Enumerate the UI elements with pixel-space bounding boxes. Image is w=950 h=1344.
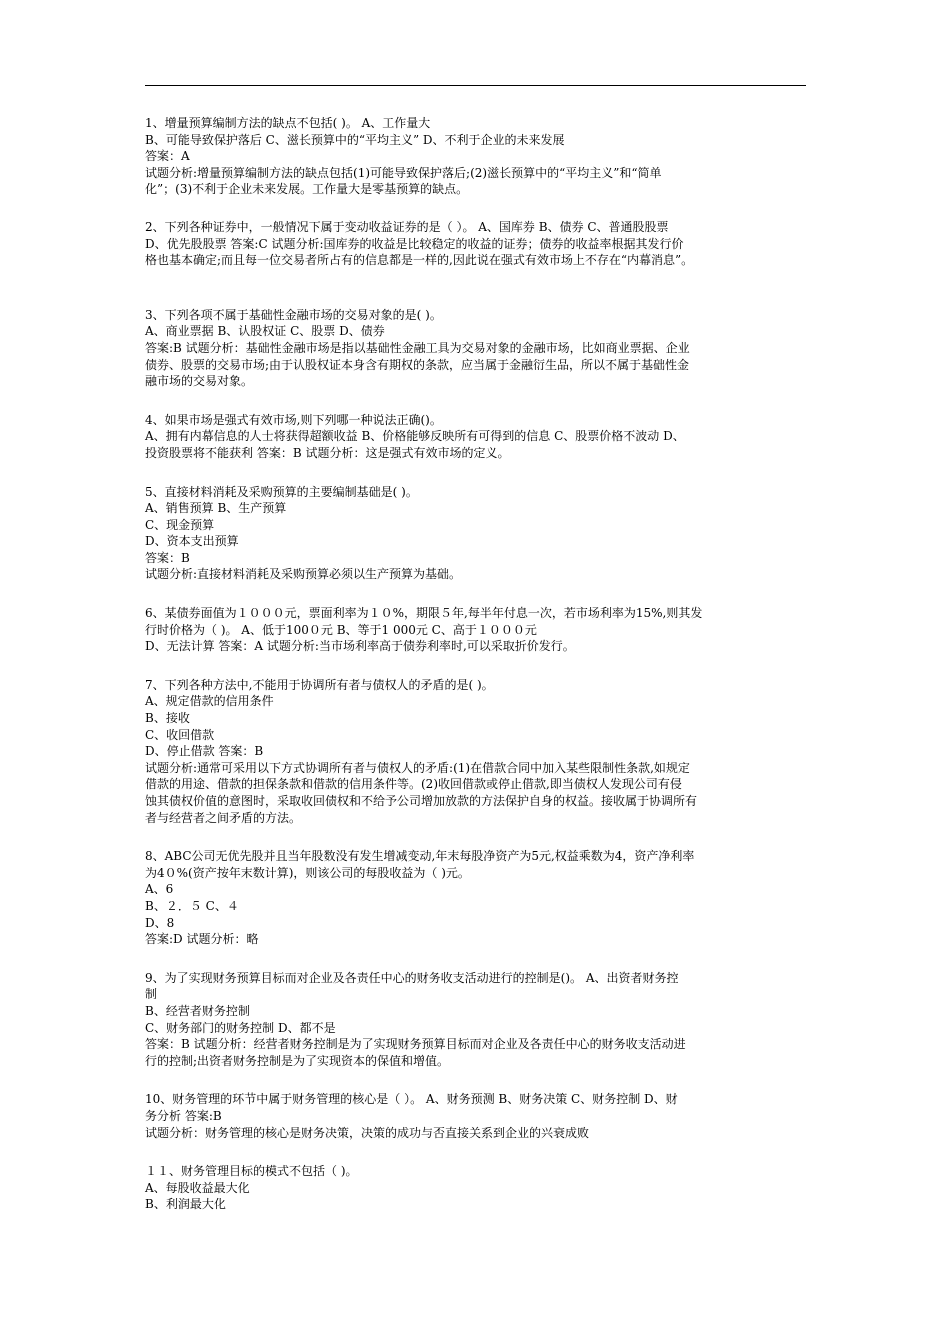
option-line: C、财务部门的财务控制 D、都不是 (145, 1020, 336, 1035)
answer-line: D、无法计算 答案：A 试题分析:当市场利率高于债券利率时,可以采取折价发行。 (145, 639, 575, 654)
analysis-line: 借款的用途、借款的担保条款和借款的信用条件等。(2)收回借款或停止借款,即当债权人发现公司有侵 (145, 777, 682, 792)
question-11 (145, 1163, 813, 1213)
question-line: 行时价格为（ )。 A、低于100０元 B、等于1 000元 C、高于１０００元 (145, 622, 537, 637)
option-line: B、２．５ C、４ (145, 898, 239, 913)
options-line: A、商业票据 B、认股权证 C、股票 D、债券 (145, 324, 385, 339)
answer-line: D、停止借款 答案：B (145, 744, 264, 759)
options-line: A、拥有内幕信息的人士将获得超额收益 B、价格能够反映所有可得到的信息 C、股票价格不波动 D、 (145, 429, 685, 444)
option-line: D、8 (145, 915, 175, 930)
question-line: 8、ABC公司无优先股并且当年股数没有发生增减变动,年末每股净资产为5元,权益乘数为4，资产净利率 (145, 849, 695, 864)
analysis-line: 者与经营者之间矛盾的方法。 (145, 810, 302, 825)
option-line: A、6 (145, 882, 174, 897)
answer-line: 投资股票将不能获利 答案：B 试题分析：这是强式有效市场的定义。 (145, 445, 510, 460)
question-9 (145, 970, 813, 1070)
answer-line: 答案：A (145, 149, 190, 164)
option-line: C、收回借款 (145, 727, 215, 742)
analysis-line: 试题分析:通常可采用以下方式协调所有者与债权人的矛盾:(1)在借款合同中加入某些限制性条款,如规定 (145, 760, 690, 775)
question-line: 4、如果市场是强式有效市场,则下列哪一种说法正确()。 (145, 412, 442, 427)
option-line: B、接收 (145, 711, 190, 726)
question-line: 10、财务管理的环节中属于财务管理的核心是（ ）。 A、财务预测 B、财务决策 C、财务控制 D、财 (145, 1092, 678, 1107)
question-10 (145, 1091, 813, 1141)
answer-line: 答案：B 试题分析：经营者财务控制是为了实现财务预算目标而对企业及各责任中心的财务收支活动进 (145, 1037, 686, 1052)
header-rule (145, 85, 806, 86)
question-line: 6、某债券面值为１０００元，票面利率为１０%，期限５年,每半年付息一次，若市场利率为15%,则其发 (145, 606, 703, 621)
option-line: A、规定借款的信用条件 (145, 694, 274, 709)
question-8 (145, 848, 813, 948)
question-line: 3、下列各项不属于基础性金融市场的交易对象的是( )。 (145, 307, 442, 322)
question-line: 5、直接材料消耗及采购预算的主要编制基础是( )。 (145, 484, 418, 499)
question-line: B、可能导致保护落后 C、滋长预算中的“平均主义” D、不利于企业的未来发展 (145, 132, 565, 147)
analysis-line: 试题分析：财务管理的核心是财务决策，决策的成功与否直接关系到企业的兴衰成败 (145, 1125, 590, 1140)
analysis-line: 试题分析:增量预算编制方法的缺点包括(1)可能导致保护落后;(2)滋长预算中的“平均主义”和“简单 (145, 165, 662, 180)
option-line: A、每股收益最大化 (145, 1180, 250, 1195)
question-line: 9、为了实现财务预算目标而对企业及各责任中心的财务收支活动进行的控制是()。 A、出资者财务控 (145, 970, 679, 985)
analysis-line: 债券、股票的交易市场;由于认股权证本身含有期权的条款，应当属于金融衍生品，所以不属于基础性金 (145, 357, 690, 372)
question-6 (145, 605, 813, 655)
analysis-line: 融市场的交易对象。 (145, 374, 254, 389)
analysis-line: 化”；(3)不利于企业未来发展。工作量大是零基预算的缺点。 (145, 182, 469, 197)
question-line: 2、下列各种证券中，一般情况下属于变动收益证券的是（ ）。 A、国库券 B、债券 C、普通股股票 (145, 219, 669, 234)
question-2 (145, 219, 813, 269)
question-1 (145, 115, 813, 198)
option-line: B、利润最大化 (145, 1197, 226, 1212)
analysis-line: 行的控制;出资者财务控制是为了实现资本的保值和增值。 (145, 1053, 450, 1068)
question-line: 1、增量预算编制方法的缺点不包括( )。 A、工作量大 (145, 116, 431, 130)
question-line: １１、财务管理目标的模式不包括（ )。 (145, 1164, 358, 1179)
answer-line: 答案:D 试题分析：略 (145, 932, 259, 947)
answer-line: 答案：B (145, 550, 190, 565)
option-line: A、销售预算 B、生产预算 (145, 501, 287, 516)
question-3 (145, 307, 813, 390)
analysis-line: 试题分析:直接材料消耗及采购预算必须以生产预算为基础。 (145, 567, 462, 582)
option-line: B、经营者财务控制 (145, 1003, 250, 1018)
question-4 (145, 412, 813, 462)
question-line: 7、下列各种方法中,不能用于协调所有者与债权人的矛盾的是( )。 (145, 677, 494, 692)
option-line: C、现金预算 (145, 517, 215, 532)
option-line: D、资本支出预算 (145, 534, 239, 549)
document-body (145, 115, 813, 1213)
question-line: D、优先股股票 答案:C 试题分析:国库券的收益是比较稳定的收益的证券；债券的收益率根据其发行价 (145, 236, 684, 251)
analysis-line: 格也基本确定;而且每一位交易者所占有的信息都是一样的,因此说在强式有效市场上不存在“内幕消息”。 (145, 253, 694, 268)
analysis-line: 蚀其债权价值的意图时，采取收回债权和不给予公司增加放款的方法保护自身的权益。接收属于协调所有 (145, 794, 698, 808)
question-7 (145, 677, 813, 826)
question-5 (145, 484, 813, 584)
answer-line: 务分析 答案:B (145, 1108, 222, 1123)
question-line: 制 (145, 987, 158, 1002)
question-line: 为4０%(资产按年末数计算)，则该公司的每股收益为（ )元。 (145, 865, 470, 880)
answer-line: 答案:B 试题分析：基础性金融市场是指以基础性金融工具为交易对象的金融市场，比如商业票据、企业 (145, 340, 690, 355)
